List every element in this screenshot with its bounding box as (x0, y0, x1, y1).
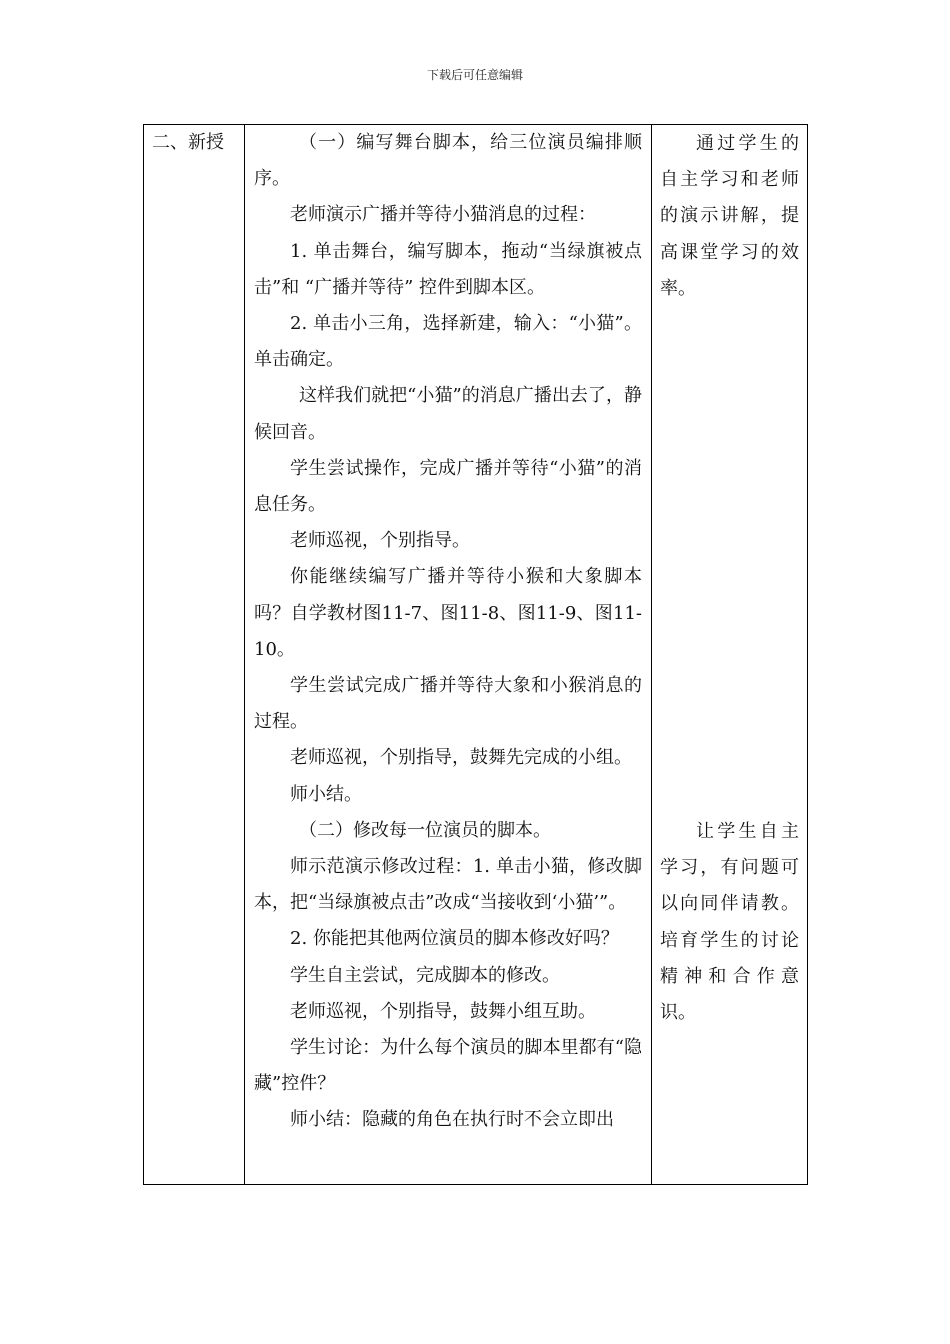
content-paragraph: 学生自主尝试，完成脚本的修改。 (290, 964, 560, 986)
content-paragraph: 2. 单击小三角，选择新建，输入：“小猫”。单击确定。 (254, 313, 642, 371)
purpose-text-1: 通过学生的自主学习和老师的演示讲解，提高课堂学习的效率。 (660, 133, 799, 299)
stage-label: 二、新授 (152, 132, 224, 153)
purpose-cell (652, 125, 808, 1185)
table-row (144, 125, 808, 1185)
lesson-table (143, 124, 808, 1185)
content-paragraph: （一）编写舞台脚本，给三位演员编排顺序。 (254, 132, 642, 190)
content-paragraph: 师示范演示修改过程：1. 单击小猫，修改脚本，把“当绿旗被点击”改成“当接收到‘小猫’”。 (254, 856, 642, 914)
content-paragraph: 老师巡视，个别指导，鼓舞先完成的小组。 (290, 747, 632, 769)
content-paragraph: 学生尝试完成广播并等待大象和小猴消息的过程。 (254, 675, 642, 733)
content-paragraph: 老师巡视，个别指导。 (290, 530, 470, 552)
page-header: 下载后可任意编辑 (426, 68, 523, 82)
stage-cell (144, 125, 245, 1185)
content-paragraph: 这样我们就把“小猫”的消息广播出去了，静候回音。 (254, 385, 642, 443)
content-paragraph: 学生讨论：为什么每个演员的脚本里都有“隐藏”控件？ (254, 1037, 642, 1095)
content-paragraph: 老师巡视，个别指导，鼓舞小组互助。 (290, 1000, 596, 1022)
content-paragraph: 师小结。 (290, 783, 362, 805)
content-paragraph: 老师演示广播并等待小猫消息的过程： (290, 204, 596, 226)
content-paragraph: 学生尝试操作，完成广播并等待“小猫”的消息任务。 (254, 457, 642, 516)
content-paragraph: 2. 你能把其他两位演员的脚本修改好吗？ (290, 928, 619, 950)
purpose-text-2: 让学生自主学习，有问题可以向同伴请教。培育学生的讨论精神和合作意识。 (660, 821, 799, 1024)
content-cell (245, 125, 652, 1185)
content-paragraph: 1. 单击舞台，编写脚本，拖动“当绿旗被点击”和 “广播并等待” 控件到脚本区。 (254, 240, 642, 298)
content-paragraph: 你能继续编写广播并等待小猴和大象脚本吗？自学教材图11-7、图11-8、图11-9、图11-10。 (254, 566, 642, 660)
content-paragraph: （二）修改每一位演员的脚本。 (299, 819, 551, 841)
content-paragraph: 师小结：隐藏的角色在执行时不会立即出 (290, 1109, 614, 1131)
